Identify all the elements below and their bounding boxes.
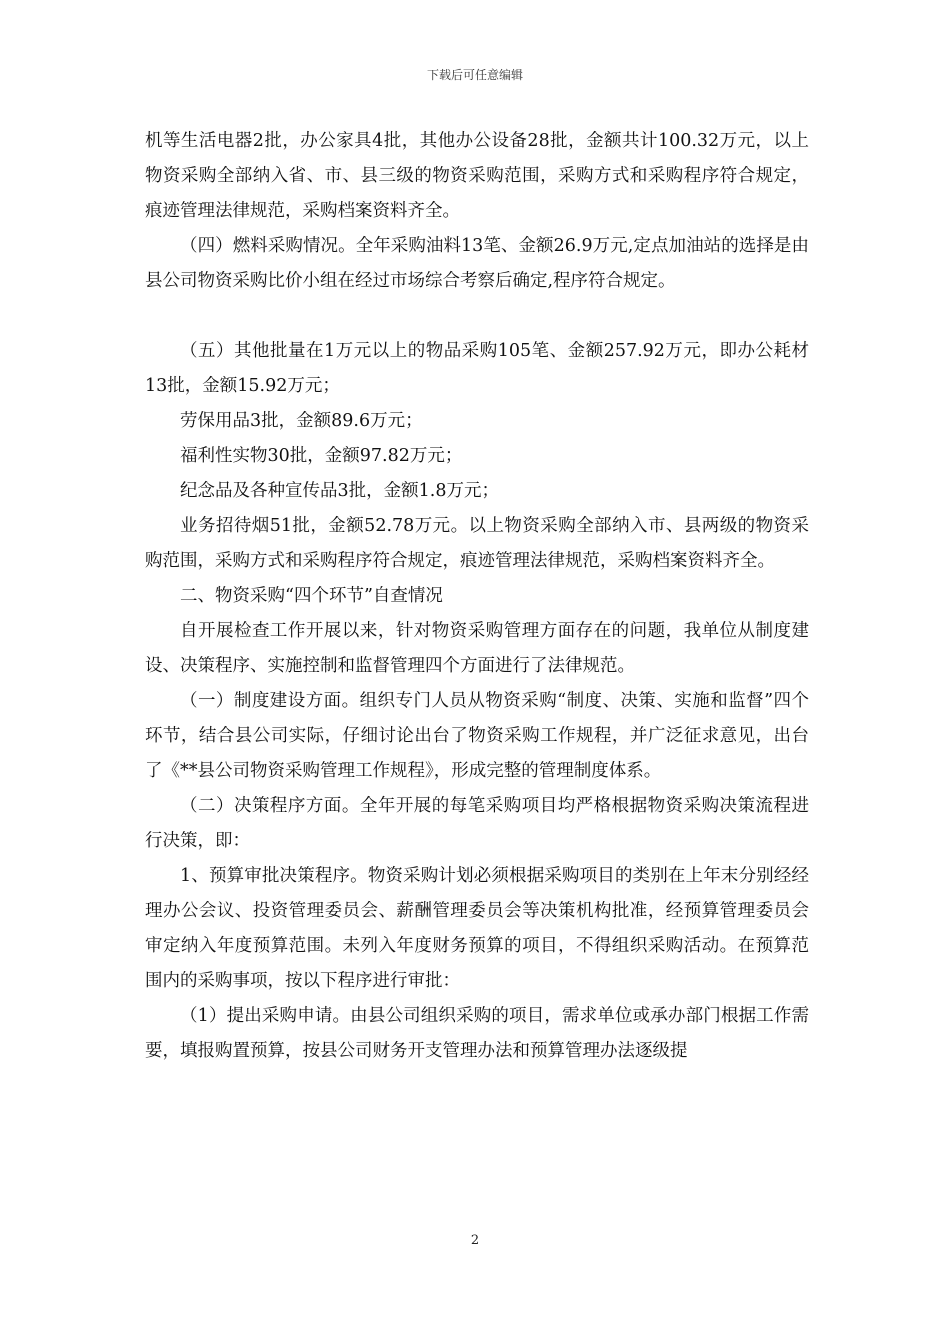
paragraph-appliances-summary: 机等生活电器2批，办公家具4批，其他办公设备28批，金额共计100.32万元，以上物资采购全部纳入省、市、县三级的物资采购范围，采购方式和采购程序符合规定，痕迹管理法律规范，采购档案资料齐全。 [145,131,809,221]
paragraph-fuel-procurement: （四）燃料采购情况。全年采购油料13笔、金额26.9万元,定点加油站的选择是由县公司物资采购比价小组在经过市场综合考察后确定,程序符合规定。 [145,236,809,291]
paragraph-other-procurement: （五）其他批量在1万元以上的物品采购105笔、金额257.92万元，即办公耗材13批，金额15.92万元； [145,341,809,396]
paragraph-welfare-items: 福利性实物30批，金额97.82万元； [180,446,463,466]
paragraph-system-construction: （一）制度建设方面。组织专门人员从物资采购“制度、决策、实施和监督”四个环节，结合县公司实际，仔细讨论出台了物资采购工作规程，并广泛征求意见，出台了《**县公司物资采购管理工作规程》，形成完整的管理制度体系。 [145,691,809,781]
paragraph-souvenirs: 纪念品及各种宣传品3批，金额1.8万元； [180,481,499,501]
paragraph-labor-protection: 劳保用品3批，金额89.6万元； [180,411,423,431]
paragraph-business-tobacco: 业务招待烟51批，金额52.78万元。以上物资采购全部纳入市、县两级的物资采购范围，采购方式和采购程序符合规定，痕迹管理法律规范，采购档案资料齐全。 [145,516,809,571]
paragraph-budget-approval: 1、预算审批决策程序。物资采购计划必须根据采购项目的类别在上年末分别经经理办公会议、投资管理委员会、薪酬管理委员会等决策机构批准，经预算管理委员会审定纳入年度预算范围。未列入年度财务预算的项目，不得组织采购活动。在预算范围内的采购事项，按以下程序进行审批： [145,866,809,991]
paragraph-submit-request: （1）提出采购申请。由县公司组织采购的项目，需求单位或承办部门根据工作需要，填报购置预算，按县公司财务开支管理办法和预算管理办法逐级提 [145,1006,809,1061]
paragraph-self-inspection-intro: 自开展检查工作开展以来，针对物资采购管理方面存在的问题，我单位从制度建设、决策程序、实施控制和监督管理四个方面进行了法律规范。 [145,621,809,676]
page-header: 下载后可任意编辑 [426,68,523,82]
paragraph-gap [145,299,809,334]
page-number: 2 [470,1233,480,1248]
section-heading-four-links: 二、物资采购“四个环节”自查情况 [180,586,443,606]
document-body [145,124,809,1069]
paragraph-decision-procedure: （二）决策程序方面。全年开展的每笔采购项目均严格根据物资采购决策流程进行决策，即： [145,796,809,851]
